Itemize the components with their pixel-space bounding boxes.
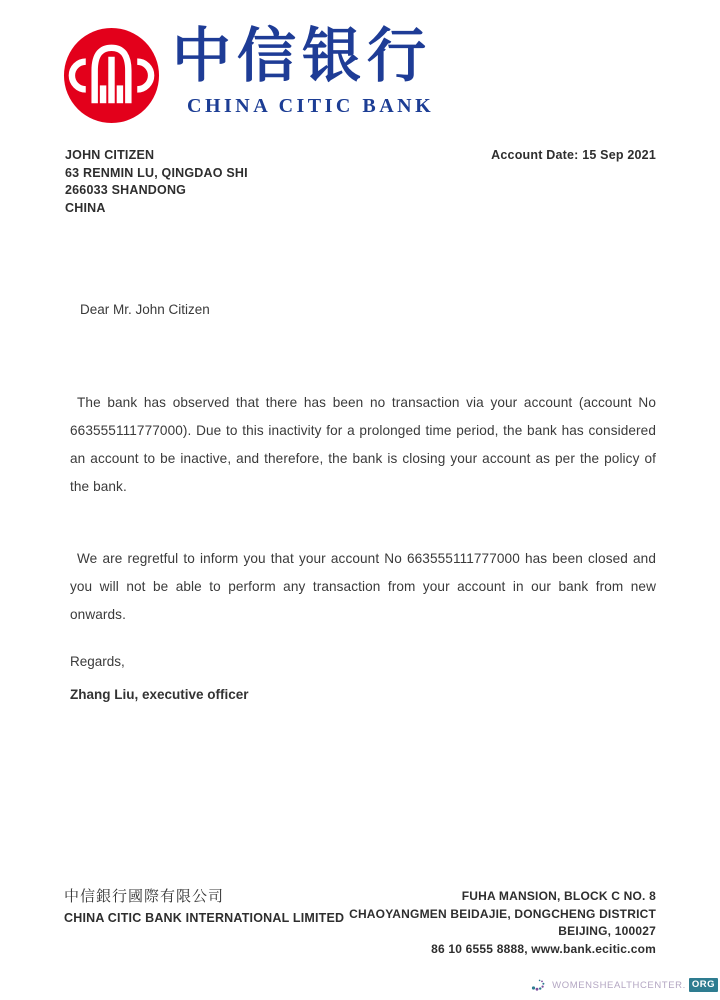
footer-company-block — [64, 885, 344, 925]
footer-address-line: CHAOYANGMEN BEIDAJIE, DONGCHENG DISTRICT — [349, 906, 656, 921]
paragraph-account-inactive: The bank has observed that there has been no transaction via your account (account No 663555111777000). Due to this inactivity for a prolonged time period, the bank has considered an account to be inactive, and therefore, the bank is closing your account as per the policy of the bank. — [70, 394, 656, 494]
account-date — [491, 148, 656, 162]
watermark-dots-icon — [531, 976, 549, 994]
footer-company-english: CHINA CITIC BANK INTERNATIONAL LIMITED — [64, 911, 345, 925]
recipient-postcode: 266033 SHANDONG — [65, 183, 187, 197]
paragraph-account-closed: We are regretful to inform you that your account No 663555111777000 has been closed and you will not be able to perform any transaction from your account in our bank from new onwards. — [70, 550, 656, 622]
bank-name-chinese: 中信银行 — [172, 21, 433, 90]
recipient-name: JOHN CITIZEN — [65, 148, 155, 162]
account-date-label: Account Date: — [491, 148, 579, 162]
footer-address-line: FUHA MANSION, BLOCK C NO. 8 — [461, 889, 656, 903]
account-date-value: 15 Sep 2021 — [582, 148, 656, 162]
footer-contact-line: 86 10 6555 8888, www.bank.ecitic.com — [431, 941, 656, 956]
recipient-address-block — [65, 147, 248, 217]
footer-address-line: BEIJING, 100027 — [558, 924, 656, 938]
closing-regards: Regards, — [70, 654, 125, 669]
recipient-street: 63 RENMIN LU, QINGDAO SHI — [65, 165, 248, 180]
recipient-country: CHINA — [65, 200, 106, 215]
bank-name-english: CHINA CITIC BANK — [187, 95, 435, 117]
site-watermark — [531, 976, 718, 994]
footer-company-chinese: 中信銀行國際有限公司 — [64, 887, 225, 905]
watermark-text: WOMENSHEALTHCENTER. — [552, 979, 686, 991]
citic-logo-icon — [62, 26, 161, 125]
footer-address-block — [349, 888, 656, 958]
signature-line: Zhang Liu, executive officer — [70, 687, 249, 702]
salutation: Dear Mr. John Citizen — [80, 302, 210, 317]
watermark-org-badge: ORG — [689, 978, 718, 992]
